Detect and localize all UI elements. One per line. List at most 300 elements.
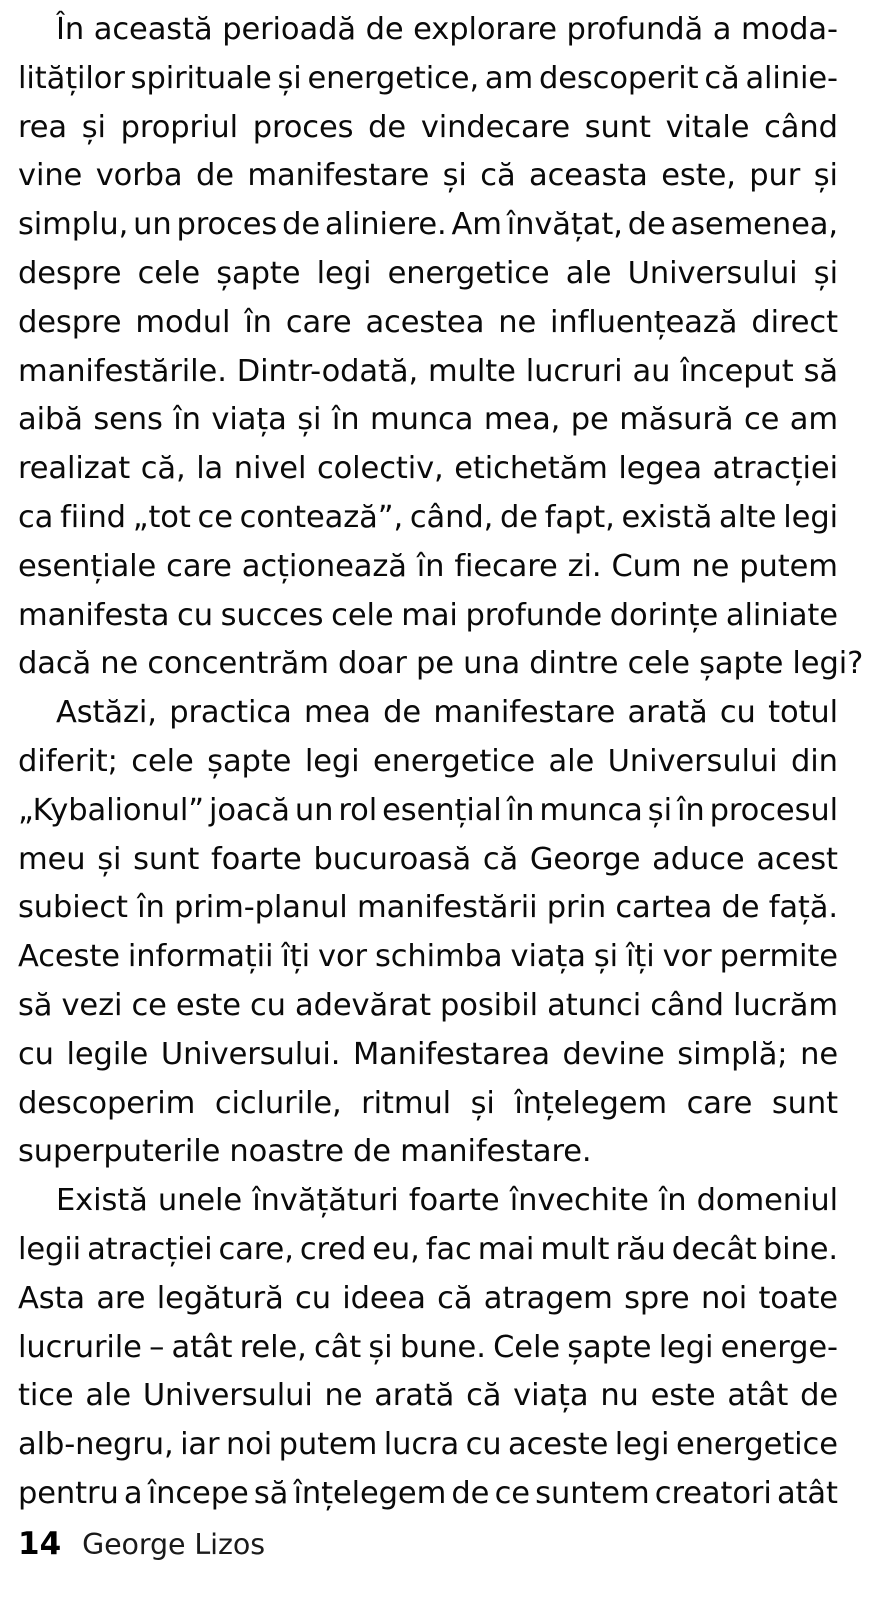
- word: sunt: [133, 841, 200, 877]
- text-line: [18, 884, 838, 933]
- word: ce: [494, 1475, 530, 1511]
- word: vezi: [61, 987, 123, 1023]
- text-line: [18, 1128, 838, 1177]
- word: aliniere.: [324, 207, 447, 243]
- word: energetice: [675, 1427, 838, 1463]
- word: Universului: [142, 1378, 313, 1414]
- word: începe: [147, 1475, 249, 1511]
- word: manifestării: [356, 890, 538, 926]
- word: și: [813, 255, 838, 291]
- word: procesul: [709, 792, 838, 828]
- word: are: [96, 1280, 146, 1316]
- word: mea: [303, 695, 371, 731]
- word: de: [353, 1134, 391, 1170]
- word: noi: [700, 1280, 748, 1316]
- word: Există: [56, 1183, 148, 1219]
- word: „tot: [132, 499, 191, 535]
- word: atât: [171, 1329, 233, 1365]
- word: înțelegem: [293, 1475, 447, 1511]
- word: pe: [570, 402, 609, 438]
- word: proces: [252, 109, 354, 145]
- word: învățături: [252, 1183, 399, 1219]
- word: de: [627, 207, 666, 243]
- word: noastre: [229, 1134, 344, 1170]
- text-line: [18, 543, 838, 592]
- word: nivel: [233, 451, 307, 487]
- word: energe-: [720, 1329, 838, 1365]
- word: ne: [100, 646, 139, 682]
- word: Cele: [493, 1329, 560, 1365]
- word: și: [297, 402, 322, 438]
- text-line: [18, 6, 838, 55]
- word: atunci: [547, 987, 642, 1023]
- word: care: [686, 1085, 753, 1121]
- word: posibil: [440, 987, 539, 1023]
- word: este,: [661, 158, 736, 194]
- word: un: [133, 207, 172, 243]
- word: Universului.: [160, 1036, 341, 1072]
- word: din: [791, 743, 838, 779]
- word: energetice: [387, 255, 550, 291]
- word: unele: [157, 1183, 243, 1219]
- word: lucra: [383, 1427, 460, 1463]
- word: de: [500, 499, 538, 535]
- word: dintre: [529, 646, 619, 682]
- word: șapte: [207, 743, 292, 779]
- word: arată: [374, 1378, 455, 1414]
- word: că: [480, 158, 516, 194]
- word: munca: [539, 792, 643, 828]
- word: legătură: [156, 1280, 284, 1316]
- word: pe: [415, 646, 454, 682]
- page-body-text: [18, 6, 864, 1519]
- word: a: [123, 1475, 143, 1511]
- word: ne: [691, 548, 730, 584]
- word: foarte: [408, 1183, 500, 1219]
- text-line: [18, 1324, 838, 1373]
- word: de: [800, 1378, 838, 1414]
- word: mea,: [483, 402, 561, 438]
- word: ne: [324, 1378, 363, 1414]
- word: Am: [451, 207, 502, 243]
- word: atracției: [712, 451, 838, 487]
- paragraph: [18, 1177, 838, 1519]
- word: de: [721, 890, 760, 926]
- text-line: [18, 445, 838, 494]
- word: care,: [218, 1231, 294, 1267]
- word: decât: [671, 1231, 757, 1267]
- text-line: [18, 689, 838, 738]
- word: legea: [618, 451, 702, 487]
- word: care: [285, 304, 352, 340]
- word: manifesta: [18, 597, 170, 633]
- word: ale: [85, 1378, 132, 1414]
- word: lităților: [18, 60, 125, 96]
- word: spirituale: [130, 60, 272, 96]
- word: una: [463, 646, 521, 682]
- word: schimba: [374, 939, 503, 975]
- word: șapte: [699, 646, 784, 682]
- word: aibă: [18, 402, 83, 438]
- word: în: [331, 402, 360, 438]
- word: informații: [127, 939, 274, 975]
- word: legile: [66, 1036, 149, 1072]
- word: este: [175, 987, 241, 1023]
- word: că: [482, 841, 519, 877]
- word: și: [81, 109, 106, 145]
- word: ideea: [342, 1280, 426, 1316]
- word: de: [383, 695, 422, 731]
- word: energetice,: [307, 60, 480, 96]
- word: rele,: [239, 1329, 307, 1365]
- word: cu: [177, 597, 213, 633]
- word: am: [484, 60, 534, 96]
- word: că: [437, 1280, 473, 1316]
- word: când: [764, 109, 838, 145]
- word: este: [650, 1378, 716, 1414]
- word: sunt: [771, 1085, 838, 1121]
- word: doar: [337, 646, 407, 682]
- word: atragem: [483, 1280, 613, 1316]
- word: dacă: [18, 646, 92, 682]
- word: la: [196, 451, 224, 487]
- word: bune.: [399, 1329, 486, 1365]
- word: și: [647, 792, 672, 828]
- word: legii: [18, 1231, 82, 1267]
- word: ale: [565, 255, 612, 291]
- word: aduce: [652, 841, 745, 877]
- word: toate: [758, 1280, 838, 1316]
- word: Universului: [627, 255, 798, 291]
- word: practica: [169, 695, 292, 731]
- word: moda-: [740, 12, 838, 47]
- page-footer: [18, 1521, 265, 1567]
- word: vor: [318, 939, 367, 975]
- word: prim-planul: [174, 890, 348, 926]
- word: în: [244, 304, 272, 340]
- word: acest: [756, 841, 838, 877]
- word: manifestare: [433, 695, 616, 731]
- word: aliniate: [725, 597, 838, 633]
- word: viața: [211, 402, 287, 438]
- word: eu,: [372, 1231, 420, 1267]
- word: concentrăm: [147, 646, 329, 682]
- word: etichetăm: [454, 451, 608, 487]
- word: că: [704, 60, 740, 96]
- word: început: [680, 353, 794, 389]
- text-line: [18, 494, 838, 543]
- word: dorințe: [609, 597, 719, 633]
- word: devine: [562, 1036, 665, 1072]
- word: cu: [295, 1280, 331, 1316]
- word: vorba: [95, 158, 183, 194]
- word: cu: [719, 695, 756, 731]
- text-line: [18, 1031, 838, 1080]
- word: proces: [176, 207, 278, 243]
- word: rea: [18, 109, 68, 145]
- word: și: [813, 158, 838, 194]
- text-line: [18, 738, 838, 787]
- text-line: [18, 787, 838, 836]
- word: că,: [140, 451, 186, 487]
- word: a: [712, 12, 732, 47]
- word: pentru: [18, 1475, 119, 1511]
- word: foarte: [210, 841, 302, 877]
- word: să: [18, 987, 53, 1023]
- word: în: [416, 548, 445, 584]
- word: adevărat: [295, 987, 431, 1023]
- word: vor: [662, 939, 712, 975]
- word: alinie-: [745, 60, 838, 96]
- word: în: [506, 792, 535, 828]
- text-line: [18, 1421, 838, 1470]
- word: că: [466, 1378, 502, 1414]
- text-line: [18, 396, 838, 445]
- word: putem: [278, 1427, 378, 1463]
- text-line: [18, 152, 838, 201]
- word: descoperit: [538, 60, 699, 96]
- text-line: [18, 201, 838, 250]
- word: iar: [180, 1427, 220, 1463]
- word: creatori: [654, 1475, 772, 1511]
- word: tice: [18, 1378, 74, 1414]
- word: măsură: [619, 402, 734, 438]
- word: Dintr-odată,: [236, 353, 419, 389]
- word: și: [368, 1329, 393, 1365]
- word: influențează: [550, 304, 738, 340]
- word: există: [621, 499, 713, 535]
- word: putem: [739, 548, 838, 584]
- word: zi.: [567, 548, 602, 584]
- word: mai: [477, 1231, 535, 1267]
- word: simplu,: [18, 207, 129, 243]
- word: ce: [743, 402, 780, 438]
- word: vindecare: [420, 109, 570, 145]
- word: când: [650, 987, 724, 1023]
- word: cele: [627, 646, 690, 682]
- word: colectiv,: [316, 451, 444, 487]
- word: diferit;: [18, 743, 118, 779]
- text-line: [18, 55, 838, 104]
- word: ritmul: [361, 1085, 452, 1121]
- word: prin: [546, 890, 607, 926]
- word: lucruri: [525, 353, 623, 389]
- word: legi: [658, 1329, 714, 1365]
- word: când,: [409, 499, 494, 535]
- word: superputerile: [18, 1134, 221, 1170]
- word: care: [166, 548, 232, 584]
- word: au: [632, 353, 671, 389]
- word: cred: [299, 1231, 367, 1267]
- word: subiect: [18, 890, 128, 926]
- text-line: [18, 592, 838, 641]
- word: nu: [600, 1378, 639, 1414]
- word: fiind: [60, 499, 126, 535]
- word: îți: [281, 939, 311, 975]
- word: acestea: [365, 304, 485, 340]
- word: atracției: [87, 1231, 213, 1267]
- word: –: [149, 1329, 165, 1365]
- word: și: [593, 939, 619, 975]
- word: mult: [540, 1231, 610, 1267]
- word: viața: [510, 939, 586, 975]
- text-line: [18, 933, 838, 982]
- text-line: [18, 348, 838, 397]
- word: joacă: [209, 792, 290, 828]
- word: totul: [768, 695, 838, 731]
- word: realizat: [18, 451, 131, 487]
- word: rol: [338, 792, 378, 828]
- word: pur: [749, 158, 801, 194]
- word: profundă: [566, 12, 704, 47]
- word: cu: [18, 1036, 54, 1072]
- footer-page-number: 14: [18, 1526, 62, 1562]
- word: vine: [18, 158, 83, 194]
- word: ce: [131, 987, 167, 1023]
- word: legi?: [792, 646, 864, 682]
- word: despre: [18, 255, 122, 291]
- word: aceasta: [529, 158, 648, 194]
- word: legi: [316, 255, 372, 291]
- word: contează”,: [239, 499, 404, 535]
- word: viața: [513, 1378, 589, 1414]
- word: cele: [131, 743, 194, 779]
- text-line: [18, 299, 838, 348]
- word: în: [658, 1183, 687, 1219]
- word: arată: [627, 695, 708, 731]
- word: cele: [331, 597, 394, 633]
- paragraph: [18, 689, 838, 1177]
- word: Asta: [18, 1280, 86, 1316]
- word: vitale: [665, 109, 750, 145]
- word: propriul: [120, 109, 238, 145]
- word: atât: [727, 1378, 789, 1414]
- word: cartea: [615, 890, 713, 926]
- word: lucrăm: [733, 987, 838, 1023]
- word: am: [789, 402, 838, 438]
- text-line: [18, 1275, 838, 1324]
- word: În: [56, 12, 85, 47]
- word: cu: [250, 987, 286, 1023]
- paragraph: [18, 6, 864, 689]
- word: energetice: [373, 743, 535, 779]
- word: fiecare: [454, 548, 558, 584]
- footer-author-name: George Lizos: [82, 1528, 265, 1561]
- word: învățat,: [506, 207, 623, 243]
- word: munca: [369, 402, 474, 438]
- word: Astăzi,: [56, 695, 157, 731]
- word: perioadă: [222, 12, 356, 47]
- word: Aceste: [18, 939, 120, 975]
- word: atât: [776, 1475, 838, 1511]
- word: legi: [783, 499, 838, 535]
- word: alte: [718, 499, 777, 535]
- text-line: [18, 1372, 838, 1421]
- word: explorare: [413, 12, 557, 47]
- word: domeniul: [696, 1183, 838, 1219]
- word: „Kybalionul”: [18, 792, 204, 828]
- word: îți: [626, 939, 655, 975]
- word: ne: [800, 1036, 838, 1072]
- word: manifestările.: [18, 353, 227, 389]
- word: față.: [768, 890, 838, 926]
- word: să: [803, 353, 838, 389]
- word: fac: [425, 1231, 472, 1267]
- word: direct: [751, 304, 838, 340]
- word: cu: [465, 1427, 502, 1463]
- text-line: [18, 1177, 838, 1226]
- word: aceste: [508, 1427, 609, 1463]
- word: manifestare.: [400, 1134, 592, 1170]
- word: și: [97, 841, 122, 877]
- text-line: [18, 250, 838, 299]
- word: multe: [428, 353, 516, 389]
- word: în: [173, 402, 201, 438]
- word: ale: [548, 743, 595, 779]
- word: bine.: [762, 1231, 838, 1267]
- word: profunde: [465, 597, 603, 633]
- word: rău: [615, 1231, 666, 1267]
- text-line: [18, 104, 838, 153]
- word: succes: [220, 597, 324, 633]
- word: Universului: [607, 743, 778, 779]
- word: noi: [225, 1427, 273, 1463]
- word: lucrurile: [18, 1329, 142, 1365]
- text-line: [18, 1470, 838, 1519]
- word: acționează: [241, 548, 407, 584]
- word: sens: [93, 402, 163, 438]
- word: învechite: [509, 1183, 649, 1219]
- word: de: [195, 158, 234, 194]
- word: bucuroasă: [313, 841, 472, 877]
- word: permite: [719, 939, 838, 975]
- word: în: [137, 890, 165, 926]
- word: de: [368, 109, 407, 145]
- word: ne: [498, 304, 537, 340]
- text-line: [18, 982, 838, 1031]
- word: ca: [18, 499, 54, 535]
- text-line: [18, 836, 838, 885]
- word: alb-negru,: [18, 1427, 174, 1463]
- word: descoperim: [18, 1085, 196, 1121]
- word: asemenea,: [670, 207, 838, 243]
- word: legi: [614, 1427, 670, 1463]
- word: această: [93, 12, 213, 47]
- word: ce: [197, 499, 233, 535]
- word: și: [470, 1085, 495, 1121]
- word: cât: [314, 1329, 362, 1365]
- text-line: [18, 640, 864, 689]
- word: meu: [18, 841, 86, 877]
- word: șapte: [216, 255, 301, 291]
- word: manifestare: [247, 158, 430, 194]
- word: și: [277, 60, 302, 96]
- word: în: [677, 792, 705, 828]
- text-line: [18, 1226, 838, 1275]
- word: să: [253, 1475, 289, 1511]
- word: simplă;: [677, 1036, 788, 1072]
- word: esențiale: [18, 548, 157, 584]
- word: mai: [401, 597, 458, 633]
- word: suntem: [535, 1475, 650, 1511]
- word: și: [442, 158, 467, 194]
- word: de: [365, 12, 404, 47]
- word: despre: [18, 304, 122, 340]
- word: legi: [304, 743, 360, 779]
- word: de: [282, 207, 321, 243]
- word: George: [529, 841, 641, 877]
- word: modul: [135, 304, 231, 340]
